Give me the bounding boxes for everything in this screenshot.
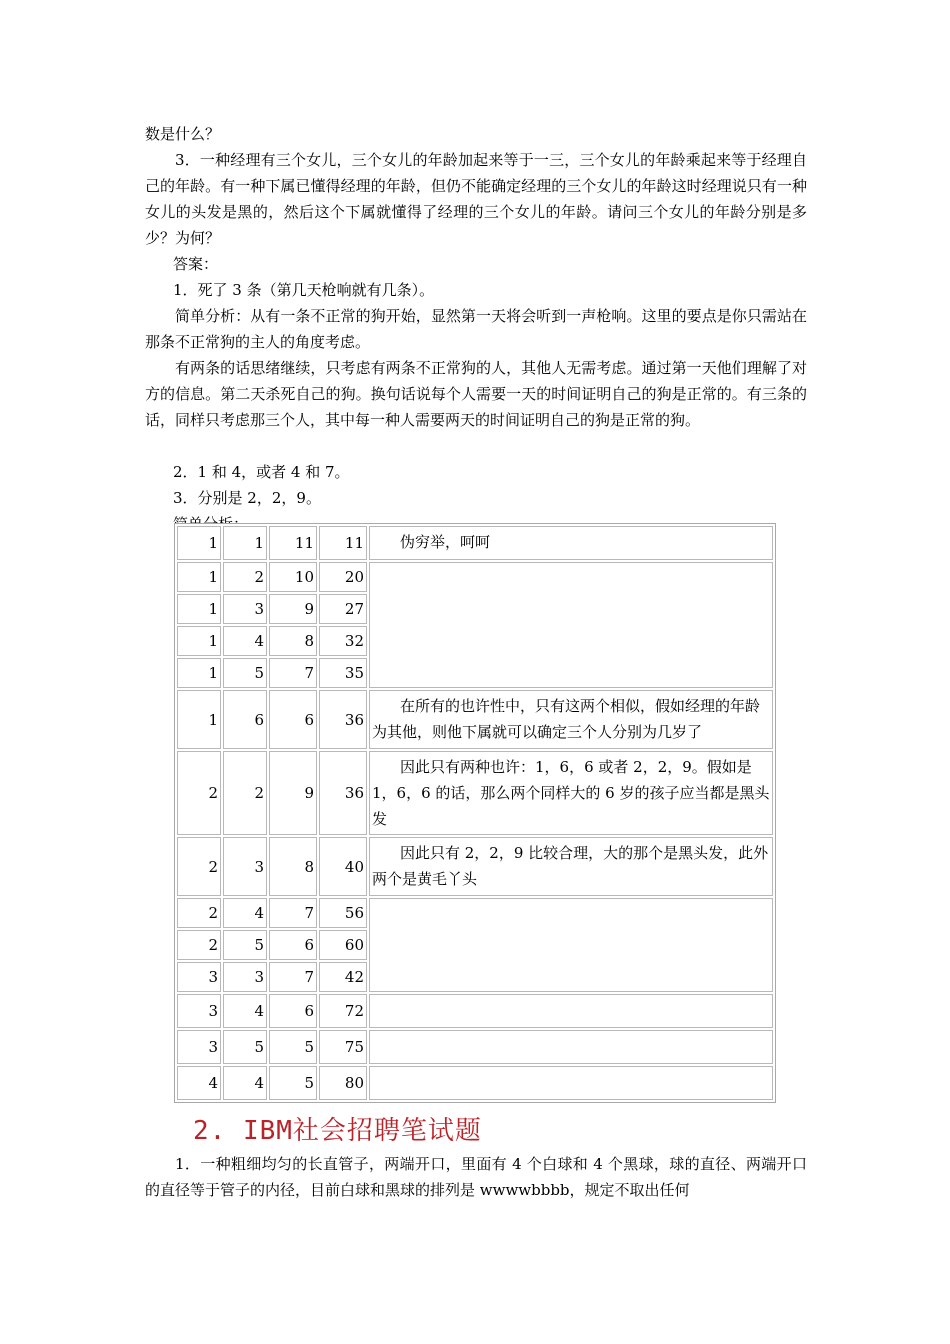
- table-cell: 3: [177, 994, 221, 1028]
- table-cell: 20: [319, 562, 367, 592]
- table-cell: 11: [269, 526, 317, 560]
- table-row: [177, 690, 773, 749]
- table-cell: 42: [319, 962, 367, 992]
- table-cell: 6: [269, 994, 317, 1028]
- table-row: [177, 1030, 773, 1064]
- table-cell: 6: [223, 690, 267, 749]
- table-cell: 2: [177, 837, 221, 896]
- table-cell: 4: [223, 626, 267, 656]
- table-cell: 2: [223, 562, 267, 592]
- table-cell: 5: [223, 1030, 267, 1064]
- age-combinations-table: [174, 523, 776, 1103]
- note-cell: 因此只有两种也许：1，6，6 或者 2，2，9。假如是 1，6，6 的话，那么两个同样大的 6 岁的孩子应当都是黑头发: [369, 751, 773, 835]
- table-cell: 4: [177, 1066, 221, 1100]
- table-cell: 8: [269, 626, 317, 656]
- table-cell: 6: [269, 690, 317, 749]
- table-cell: 10: [269, 562, 317, 592]
- table-cell: 7: [269, 962, 317, 992]
- table-cell: 1: [177, 562, 221, 592]
- answer-1-analysis: 简单分析：从有一条不正常的狗开始，显然第一天将会听到一声枪响。这里的要点是你只需站在那条不正常狗的主人的角度考虑。: [145, 307, 807, 351]
- empty-note-cell: [369, 562, 773, 688]
- section-question-1: 1．一种粗细均匀的长直管子，两端开口，里面有 4 个白球和 4 个黑球，球的直径、两端开口的直径等于管子的内径，目前白球和黑球的排列是 wwwwbbbb，规定不取出任何: [145, 1155, 807, 1199]
- table-cell: 2: [223, 751, 267, 835]
- answer-label: 答案：: [173, 255, 219, 273]
- table-cell: 9: [269, 594, 317, 624]
- table-row: [177, 751, 773, 835]
- answer-1: 1．死了 3 条（第几天枪响就有几条）。: [173, 281, 435, 299]
- table-cell: 40: [319, 837, 367, 896]
- table-cell: 1: [177, 626, 221, 656]
- table-cell: 1: [177, 658, 221, 688]
- table-cell: 4: [223, 994, 267, 1028]
- table-cell: 1: [177, 594, 221, 624]
- note-cell: 伪穷举，呵呵: [369, 526, 773, 560]
- table-cell: 7: [269, 658, 317, 688]
- note-cell: 因此只有 2，2，9 比较合理，大的那个是黑头发，此外两个是黄毛丫头: [369, 837, 773, 896]
- question-3: 3．一种经理有三个女儿，三个女儿的年龄加起来等于一三，三个女儿的年龄乘起来等于经理自己的年龄。有一种下属已懂得经理的年龄，但仍不能确定经理的三个女儿的年龄这时经理说只有一种女儿的头发是黑的，然后这个下属就懂得了经理的三个女儿的年龄。请问三个女儿的年龄分别是多少？为何？: [145, 151, 807, 247]
- table-cell: 3: [223, 837, 267, 896]
- table-cell: 35: [319, 658, 367, 688]
- table-cell: 36: [319, 690, 367, 749]
- table-cell: 5: [223, 658, 267, 688]
- table-cell: 3: [177, 1030, 221, 1064]
- answer-1-continued: 有两条的话思绪继续，只考虑有两条不正常狗的人，其他人无需考虑。通过第一天他们理解了对方的信息。第二天杀死自己的狗。换句话说每个人需要一天的时间证明自己的狗是正常的。有三条的话，同样只考虑那三个人，其中每一种人需要两天的时间证明自己的狗是正常的狗。: [145, 359, 807, 429]
- table-cell: 72: [319, 994, 367, 1028]
- table-cell: 7: [269, 898, 317, 928]
- table-cell: 4: [223, 898, 267, 928]
- table-cell: 60: [319, 930, 367, 960]
- table-cell: 36: [319, 751, 367, 835]
- answer-2: 2．1 和 4，或者 4 和 7。: [173, 463, 350, 481]
- table-cell: 5: [223, 930, 267, 960]
- table-cell: 3: [223, 962, 267, 992]
- table-cell: 2: [177, 930, 221, 960]
- empty-note-cell: [369, 994, 773, 1028]
- table-cell: 56: [319, 898, 367, 928]
- table-cell: 3: [223, 594, 267, 624]
- table-cell: 5: [269, 1030, 317, 1064]
- table-cell: 9: [269, 751, 317, 835]
- table-cell: 1: [177, 526, 221, 560]
- table-cell: 27: [319, 594, 367, 624]
- table-row: [177, 994, 773, 1028]
- table-cell: 32: [319, 626, 367, 656]
- table-cell: 1: [223, 526, 267, 560]
- answer-3: 3．分别是 2，2，9。: [173, 489, 321, 507]
- note-cell: 在所有的也许性中，只有这两个相似，假如经理的年龄为其他，则他下属就可以确定三个人分别为几岁了: [369, 690, 773, 749]
- table-row: [177, 562, 773, 592]
- section-heading: 2. IBM社会招聘笔试题: [193, 1116, 482, 1146]
- table-cell: 2: [177, 751, 221, 835]
- empty-note-cell: [369, 1030, 773, 1064]
- text-line: 数是什么？: [145, 125, 221, 143]
- table-row: [177, 526, 773, 560]
- table-cell: 11: [319, 526, 367, 560]
- table-cell: 8: [269, 837, 317, 896]
- table-cell: 80: [319, 1066, 367, 1100]
- table-row: [177, 837, 773, 896]
- table-cell: 4: [223, 1066, 267, 1100]
- table-cell: 5: [269, 1066, 317, 1100]
- table-cell: 6: [269, 930, 317, 960]
- table-cell: 2: [177, 898, 221, 928]
- table-cell: 3: [177, 962, 221, 992]
- table-row: [177, 898, 773, 928]
- empty-note-cell: [369, 898, 773, 992]
- table-cell: 1: [177, 690, 221, 749]
- empty-note-cell: [369, 1066, 773, 1100]
- table-cell: 75: [319, 1030, 367, 1064]
- table-row: [177, 1066, 773, 1100]
